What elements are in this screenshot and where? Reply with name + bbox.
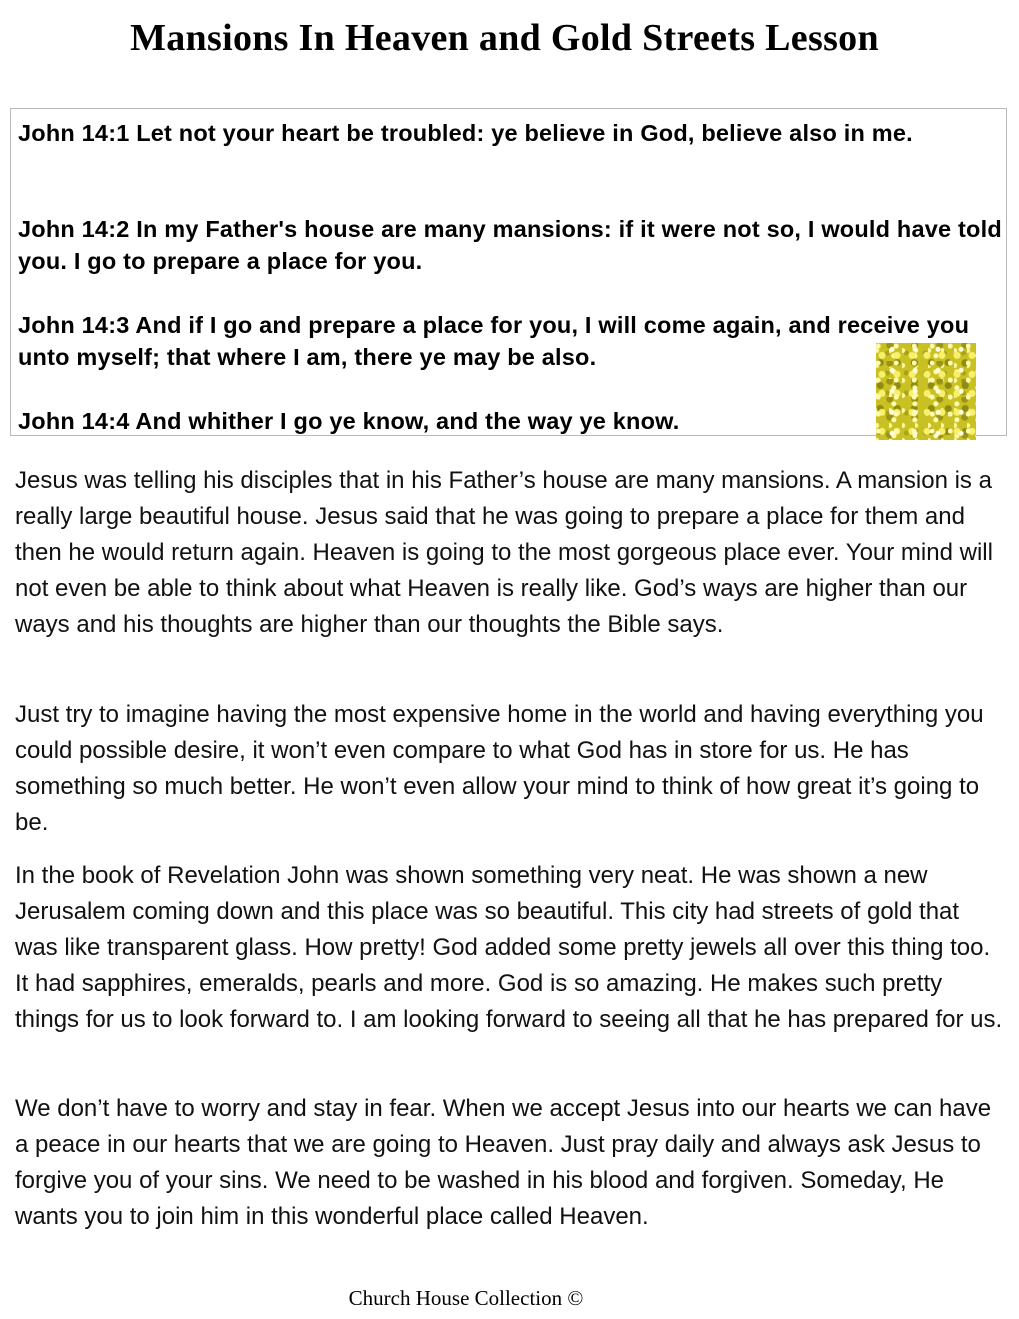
verse-john-14-1: John 14:1 Let not your heart be troubled: ye believe in God, believe also in me. — [18, 120, 913, 146]
lesson-paragraph: Jesus was telling his disciples that in his Father’s house are many mansions. A mansion is a really large beautiful house. Jesus said that he was going to prepare a place for them and then he would return again. Heaven is going to the most gorgeous place ever. Your mind will not even be able to think about what Heaven is really like. God’s ways are higher than our ways and his thoughts are higher than our thoughts the Bible says. — [15, 467, 993, 638]
verse-john-14-2: John 14:2 In my Father's house are many mansions: if it were not so, I would have told you. I go to prepare a place for you. — [18, 216, 1002, 274]
lesson-paragraph: Just try to imagine having the most expensive home in the world and having everything you could possible desire, it won’t even compare to what God has in store for us. He has something so much better. He won’t even allow your mind to think of how great it’s going to be. — [15, 701, 984, 836]
lesson-paragraph: In the book of Revelation John was shown something very neat. He was shown a new Jerusalem coming down and this place was so beautiful. This city had streets of gold that was like transparent glass. How pretty! God added some pretty jewels all over this thing too. It had sapphires, emeralds, pearls and more. God is so amazing. He makes such pretty things for us to look forward to. I am looking forward to seeing all that he has prepared for us. — [15, 862, 1003, 1033]
scripture-box — [10, 108, 1007, 436]
verse-john-14-3: John 14:3 And if I go and prepare a place for you, I will come again, and receive you unto myself; that where I am, there ye may be also. — [18, 312, 970, 370]
gold-glitter-image — [876, 343, 976, 440]
page-title: Mansions In Heaven and Gold Streets Lesson — [130, 17, 879, 59]
verse-john-14-4: John 14:4 And whither I go ye know, and the way ye know. — [18, 408, 680, 434]
lesson-paragraph: We don’t have to worry and stay in fear. When we accept Jesus into our hearts we can have a peace in our hearts that we are going to Heaven. Just pray daily and always ask Jesus to forgive you of your sins. We need to be washed in his blood and forgiven. Someday, He wants you to join him in this wonderful place called Heaven. — [15, 1095, 992, 1230]
copyright-footer: Church House Collection © — [348, 1286, 584, 1310]
